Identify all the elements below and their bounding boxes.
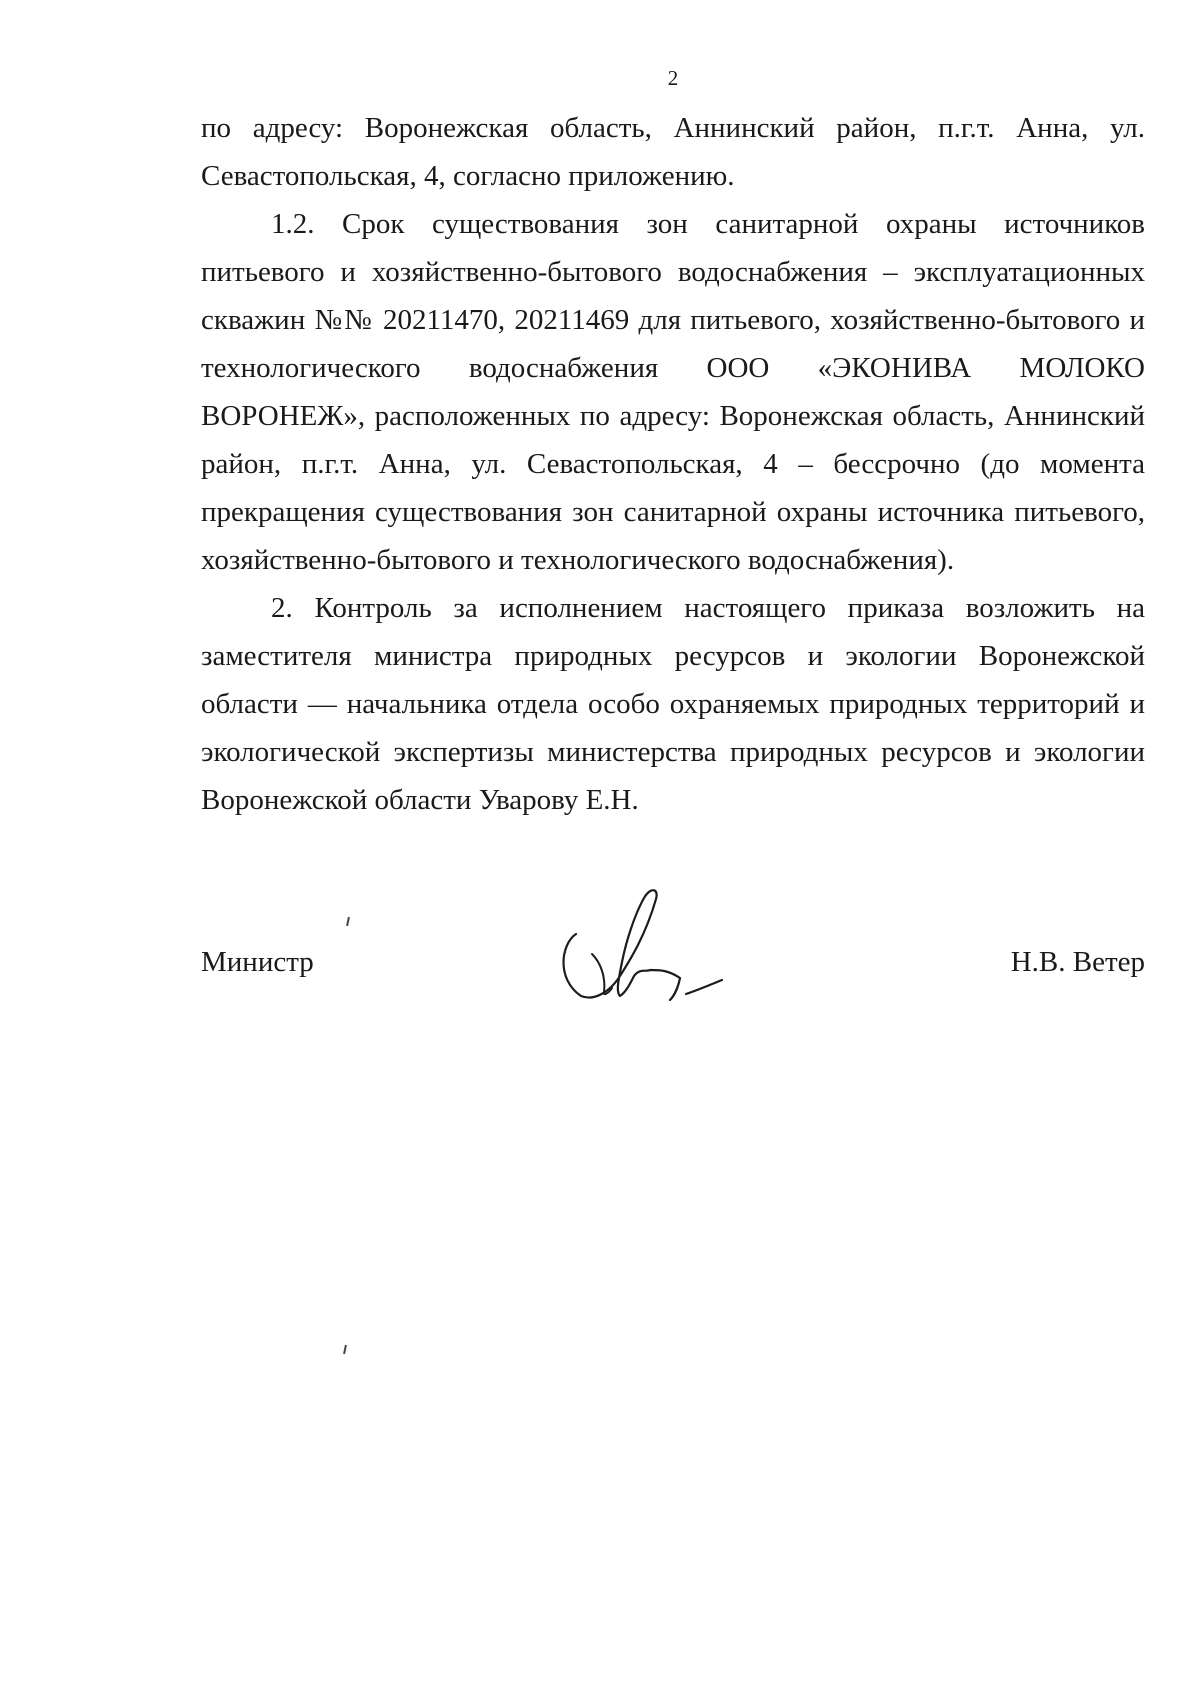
paragraph-address: по адресу: Воронежская область, Аннинский район, п.г.т. Анна, ул. Севастопольская, 4, согласно приложению.	[201, 112, 1145, 192]
paragraph-2-control: 2. Контроль за исполнением настоящего приказа возложить на заместителя министра природных ресурсов и экологии Воронежской области — начальника отдела особо охраняемых природных территорий и экологической экспертизы министерства природных ресурсов и экологии Воронежской области Уварову Е.Н.	[201, 592, 1145, 816]
signer-name: Н.В. Ветер	[1010, 946, 1145, 978]
handwritten-signature	[556, 884, 756, 1014]
page-number: 2	[667, 66, 679, 90]
signer-title: Министр	[201, 946, 314, 978]
scan-speck	[346, 917, 350, 926]
paragraph-1-2-duration: 1.2. Срок существования зон санитарной охраны источников питьевого и хозяйственно-бытового водоснабжения – эксплуатационных скважин №№ 20211470, 20211469 для питьевого, хозяйственно-бытового и технологического водоснабжения ООО «ЭКОНИВА МОЛОКО ВОРОНЕЖ», расположенных по адресу: Воронежская область, Аннинский район, п.г.т. Анна, ул. Севастопольская, 4 – бессрочно (до момента прекращения существования зон санитарной охраны источника питьевого, хозяйственно-бытового и технологического водоснабжения).	[201, 208, 1145, 576]
scan-speck	[343, 1345, 347, 1354]
document-body	[201, 104, 1145, 824]
